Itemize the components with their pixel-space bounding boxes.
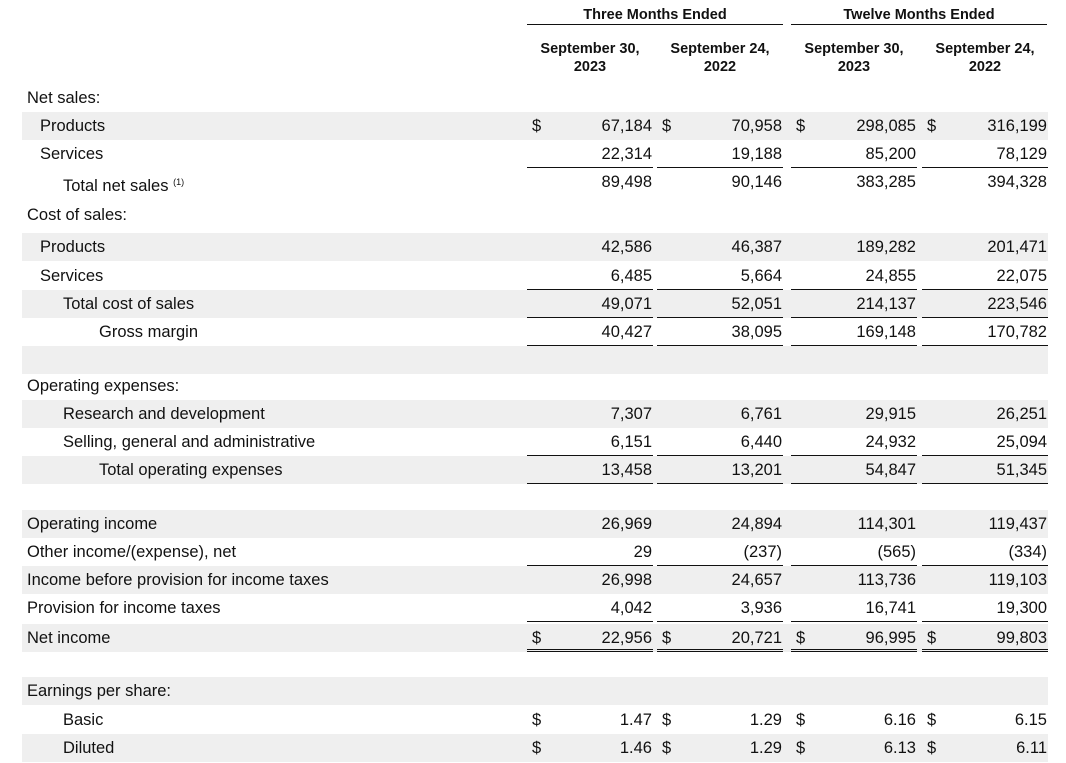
row-label: Income before provision for income taxes bbox=[27, 571, 329, 589]
value-cell bbox=[791, 233, 917, 261]
value-cell bbox=[657, 734, 783, 762]
table-row bbox=[22, 594, 1048, 622]
value-cell bbox=[657, 594, 783, 622]
row-label: Provision for income taxes bbox=[27, 599, 221, 617]
value-cell bbox=[791, 706, 917, 734]
row-label: Cost of sales: bbox=[27, 206, 127, 224]
cell-value: 89,498 bbox=[601, 173, 652, 191]
value-cell bbox=[791, 262, 917, 290]
value-cell bbox=[527, 706, 653, 734]
cell-value: 19,188 bbox=[731, 145, 782, 163]
value-cell bbox=[657, 140, 783, 168]
column-header: September 30, 2023 bbox=[540, 41, 640, 75]
value-cell bbox=[657, 318, 783, 346]
value-cell bbox=[527, 510, 653, 538]
group-header-three-months: Three Months Ended bbox=[527, 6, 783, 25]
value-cell bbox=[922, 233, 1048, 261]
value-cell bbox=[527, 566, 653, 594]
cell-value: 99,803 bbox=[996, 629, 1047, 647]
currency-symbol: $ bbox=[796, 117, 806, 135]
value-cell bbox=[527, 112, 653, 140]
cell-value: 6,440 bbox=[740, 433, 782, 451]
cell-value: 1.29 bbox=[749, 711, 782, 729]
table-row bbox=[22, 624, 1048, 652]
cell-value: 4,042 bbox=[610, 599, 652, 617]
cell-value: 6,761 bbox=[740, 405, 782, 423]
cell-value: 67,184 bbox=[601, 117, 652, 135]
row-label: Total cost of sales bbox=[63, 295, 195, 313]
cell-value: (565) bbox=[877, 543, 916, 561]
value-cell bbox=[922, 456, 1048, 484]
cell-value: 13,201 bbox=[731, 461, 782, 479]
value-cell bbox=[791, 290, 917, 318]
table-row bbox=[22, 510, 1048, 538]
currency-symbol: $ bbox=[796, 629, 806, 647]
value-cell bbox=[527, 290, 653, 318]
value-cell bbox=[527, 538, 653, 566]
table-row bbox=[22, 140, 1048, 168]
cell-value: 1.29 bbox=[749, 739, 782, 757]
currency-symbol: $ bbox=[927, 711, 937, 729]
cell-value: 42,586 bbox=[601, 238, 652, 256]
table-row bbox=[22, 428, 1048, 456]
value-cell bbox=[657, 112, 783, 140]
cell-value: 6.11 bbox=[1016, 739, 1047, 757]
value-cell bbox=[657, 538, 783, 566]
cell-value: 119,103 bbox=[988, 571, 1047, 589]
table-row bbox=[22, 677, 1048, 705]
cell-value: 51,345 bbox=[996, 461, 1047, 479]
value-cell bbox=[922, 168, 1048, 196]
table-row bbox=[22, 538, 1048, 566]
cell-value: (334) bbox=[1008, 543, 1047, 561]
currency-symbol: $ bbox=[796, 711, 806, 729]
value-cell bbox=[527, 140, 653, 168]
cell-value: 6.13 bbox=[883, 739, 916, 757]
row-label: Net income bbox=[27, 629, 111, 647]
cell-value: 24,657 bbox=[731, 571, 782, 589]
currency-symbol: $ bbox=[927, 629, 937, 647]
row-label: Research and development bbox=[63, 405, 265, 423]
cell-value: 7,307 bbox=[610, 405, 652, 423]
table-row bbox=[22, 168, 1048, 196]
cell-value: 26,251 bbox=[996, 405, 1047, 423]
row-label: Operating expenses: bbox=[27, 377, 180, 395]
cell-value: 38,095 bbox=[731, 323, 782, 341]
cell-value: 6,151 bbox=[610, 433, 652, 451]
cell-value: 13,458 bbox=[601, 461, 652, 479]
cell-value: 113,736 bbox=[857, 571, 916, 589]
cell-value: 25,094 bbox=[996, 433, 1047, 451]
cell-value: 5,664 bbox=[740, 267, 782, 285]
footnote-marker: (1) bbox=[173, 177, 185, 187]
value-cell bbox=[922, 538, 1048, 566]
cell-value: 201,471 bbox=[987, 238, 1047, 256]
row-label: Total operating expenses bbox=[99, 461, 283, 479]
cell-value: 22,075 bbox=[996, 267, 1047, 285]
table-row bbox=[22, 318, 1048, 346]
cell-value: 52,051 bbox=[731, 295, 782, 313]
row-label: Services bbox=[40, 145, 104, 163]
value-cell bbox=[657, 400, 783, 428]
cell-value: 26,969 bbox=[601, 515, 652, 533]
cell-value: 40,427 bbox=[601, 323, 652, 341]
cell-value: 114,301 bbox=[857, 515, 916, 533]
currency-symbol: $ bbox=[662, 711, 672, 729]
value-cell bbox=[527, 456, 653, 484]
table-row bbox=[22, 372, 1048, 400]
cell-value: (237) bbox=[743, 543, 782, 561]
row-label: Basic bbox=[63, 711, 104, 729]
value-cell bbox=[791, 400, 917, 428]
cell-value: 78,129 bbox=[996, 145, 1047, 163]
currency-symbol: $ bbox=[796, 739, 806, 757]
table-row bbox=[22, 290, 1048, 318]
value-cell bbox=[922, 318, 1048, 346]
value-cell bbox=[657, 566, 783, 594]
cell-value: 383,285 bbox=[856, 173, 916, 191]
value-cell bbox=[657, 456, 783, 484]
value-cell bbox=[791, 624, 917, 652]
row-label: Total net sales $^{(1)}$ bbox=[63, 177, 185, 195]
row-label: Diluted bbox=[63, 739, 115, 757]
row-label: Other income/(expense), net bbox=[27, 543, 237, 561]
value-cell bbox=[527, 233, 653, 261]
group-header-twelve-months: Twelve Months Ended bbox=[791, 6, 1047, 25]
value-cell bbox=[922, 624, 1048, 652]
value-cell bbox=[657, 624, 783, 652]
table-row bbox=[22, 346, 1048, 374]
table-row bbox=[22, 400, 1048, 428]
table-row bbox=[22, 706, 1048, 734]
cell-value: 29 bbox=[633, 543, 652, 561]
value-cell bbox=[791, 594, 917, 622]
cell-value: 1.46 bbox=[619, 739, 652, 757]
value-cell bbox=[922, 140, 1048, 168]
value-cell bbox=[527, 594, 653, 622]
cell-value: 3,936 bbox=[740, 599, 782, 617]
value-cell bbox=[527, 400, 653, 428]
currency-symbol: $ bbox=[532, 629, 542, 647]
currency-symbol: $ bbox=[927, 739, 937, 757]
value-cell bbox=[527, 734, 653, 762]
value-cell bbox=[791, 510, 917, 538]
table-row bbox=[22, 262, 1048, 290]
cell-value: 394,328 bbox=[987, 173, 1047, 191]
cell-value: 20,721 bbox=[731, 629, 782, 647]
value-cell bbox=[527, 428, 653, 456]
value-cell bbox=[922, 566, 1048, 594]
cell-value: 22,956 bbox=[601, 629, 652, 647]
value-cell bbox=[657, 233, 783, 261]
row-label: Products bbox=[40, 238, 106, 256]
cell-value: 24,855 bbox=[865, 267, 916, 285]
value-cell bbox=[791, 566, 917, 594]
row-label: Gross margin bbox=[99, 323, 199, 341]
row-label: Services bbox=[40, 267, 104, 285]
cell-value: 170,782 bbox=[987, 323, 1047, 341]
row-label: Operating income bbox=[27, 515, 158, 533]
value-cell bbox=[791, 140, 917, 168]
value-cell bbox=[527, 318, 653, 346]
value-cell bbox=[527, 624, 653, 652]
column-header: September 30, 2023 bbox=[804, 41, 904, 75]
cell-value: 24,932 bbox=[865, 433, 916, 451]
value-cell bbox=[922, 734, 1048, 762]
currency-symbol: $ bbox=[662, 629, 672, 647]
table-row bbox=[22, 201, 1048, 229]
value-cell bbox=[922, 594, 1048, 622]
value-cell bbox=[791, 428, 917, 456]
cell-value: 49,071 bbox=[601, 295, 652, 313]
cell-value: 22,314 bbox=[601, 145, 652, 163]
value-cell bbox=[791, 168, 917, 196]
value-cell bbox=[527, 262, 653, 290]
value-cell bbox=[791, 456, 917, 484]
value-cell bbox=[922, 510, 1048, 538]
table-row bbox=[22, 233, 1048, 261]
cell-value: 298,085 bbox=[856, 117, 916, 135]
cell-value: 6.15 bbox=[1014, 711, 1047, 729]
value-cell bbox=[922, 400, 1048, 428]
currency-symbol: $ bbox=[532, 711, 542, 729]
value-cell bbox=[791, 112, 917, 140]
cell-value: 54,847 bbox=[865, 461, 916, 479]
value-cell bbox=[657, 290, 783, 318]
column-header: September 24, 2022 bbox=[935, 41, 1035, 75]
table-row bbox=[22, 112, 1048, 140]
row-label: Net sales: bbox=[27, 89, 101, 107]
cell-value: 85,200 bbox=[865, 145, 916, 163]
value-cell bbox=[791, 538, 917, 566]
table-row bbox=[22, 566, 1048, 594]
value-cell bbox=[791, 734, 917, 762]
cell-value: 316,199 bbox=[987, 117, 1047, 135]
value-cell bbox=[922, 290, 1048, 318]
value-cell bbox=[527, 168, 653, 196]
cell-value: 214,137 bbox=[856, 295, 916, 313]
cell-value: 169,148 bbox=[856, 323, 916, 341]
row-label: Products bbox=[40, 117, 106, 135]
value-cell bbox=[922, 428, 1048, 456]
cell-value: 90,146 bbox=[731, 173, 782, 191]
row-label: Selling, general and administrative bbox=[63, 433, 316, 451]
cell-value: 26,998 bbox=[601, 571, 652, 589]
cell-value: 19,300 bbox=[996, 599, 1047, 617]
value-cell bbox=[657, 168, 783, 196]
column-header: September 24, 2022 bbox=[670, 41, 770, 75]
value-cell bbox=[922, 706, 1048, 734]
value-cell bbox=[922, 262, 1048, 290]
value-cell bbox=[657, 262, 783, 290]
currency-symbol: $ bbox=[662, 117, 672, 135]
table-row bbox=[22, 734, 1048, 762]
value-cell bbox=[657, 510, 783, 538]
value-cell bbox=[657, 428, 783, 456]
cell-value: 189,282 bbox=[856, 238, 916, 256]
cell-value: 29,915 bbox=[865, 405, 916, 423]
value-cell bbox=[791, 318, 917, 346]
currency-symbol: $ bbox=[662, 739, 672, 757]
cell-value: 119,437 bbox=[988, 515, 1047, 533]
cell-value: 1.47 bbox=[619, 711, 652, 729]
table-row bbox=[22, 84, 1048, 112]
value-cell bbox=[922, 112, 1048, 140]
cell-value: 46,387 bbox=[731, 238, 782, 256]
cell-value: 70,958 bbox=[731, 117, 782, 135]
currency-symbol: $ bbox=[532, 739, 542, 757]
cell-value: 6,485 bbox=[610, 267, 652, 285]
cell-value: 24,894 bbox=[731, 515, 782, 533]
table-row bbox=[22, 456, 1048, 484]
currency-symbol: $ bbox=[927, 117, 937, 135]
currency-symbol: $ bbox=[532, 117, 542, 135]
cell-value: 6.16 bbox=[883, 711, 916, 729]
value-cell bbox=[657, 706, 783, 734]
cell-value: 96,995 bbox=[865, 629, 916, 647]
cell-value: 16,741 bbox=[865, 599, 916, 617]
row-label: Earnings per share: bbox=[27, 682, 171, 700]
cell-value: 223,546 bbox=[987, 295, 1047, 313]
